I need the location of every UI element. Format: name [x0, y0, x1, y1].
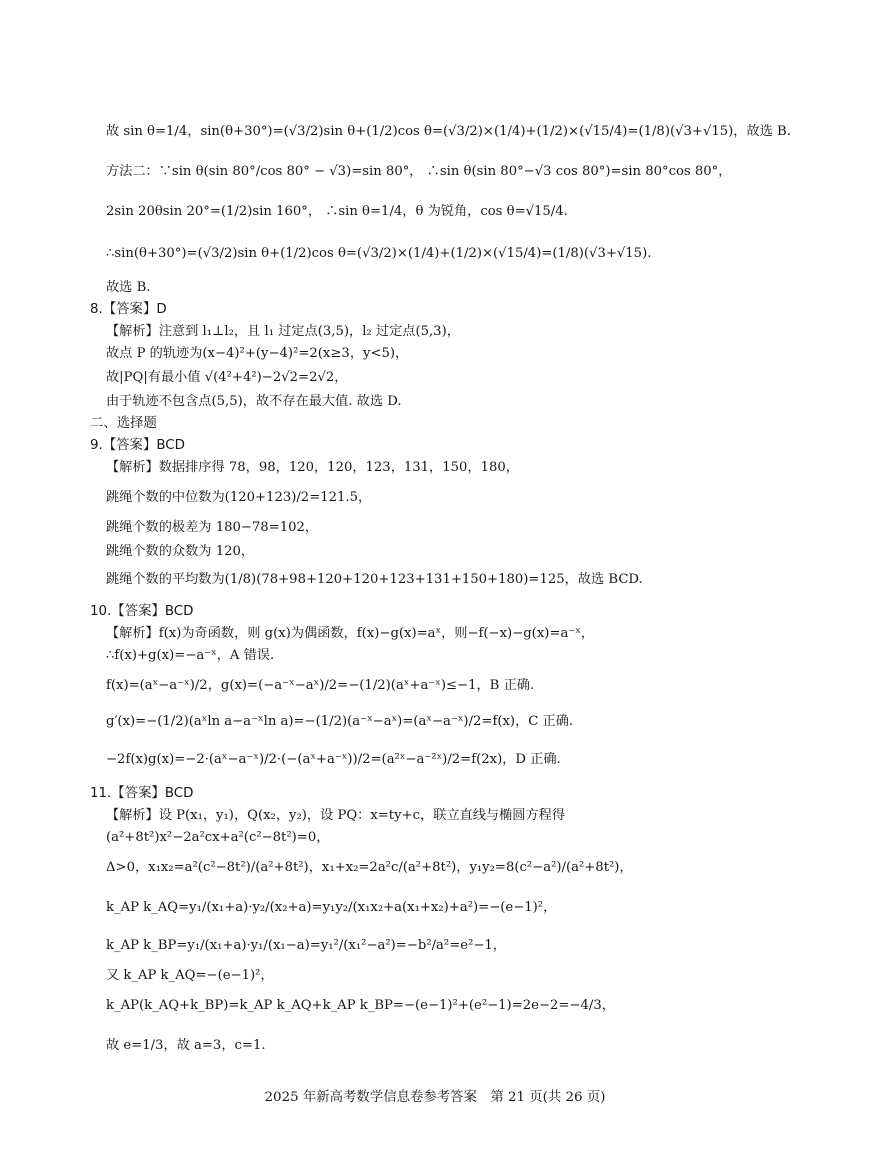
answer-heading: 9.【答案】BCD	[90, 438, 185, 453]
text-line: 【解析】f(x)为奇函数，则 g(x)为偶函数，f(x)−g(x)=aˣ，则−f(−x)−g(x)=a⁻ˣ，	[106, 626, 595, 641]
text-line: 故|PQ|有最小值 √(4²+4²)−2√2=2√2，	[106, 370, 348, 385]
text-line: 跳绳个数的中位数为(120+123)/2=121.5，	[106, 490, 372, 505]
text-line: k_AP k_AQ=y₁/(x₁+a)·y₂/(x₂+a)=y₁y₂/(x₁x₂+a(x₁+x₂)+a²)=−(e−1)²，	[106, 900, 557, 915]
text-line: 故选 B.	[106, 280, 151, 295]
text-line: f(x)=(aˣ−a⁻ˣ)/2，g(x)=(−a⁻ˣ−aˣ)/2=−(1/2)(aˣ+a⁻ˣ)≤−1，B 正确.	[106, 678, 535, 693]
text-line: ∴sin(θ+30°)=(√3/2)sin θ+(1/2)cos θ=(√3/2)×(1/4)+(1/2)×(√15/4)=(1/8)(√3+√15).	[106, 246, 652, 261]
text-line: k_AP k_BP=y₁/(x₁+a)·y₁/(x₁−a)=y₁²/(x₁²−a²)=−b²/a²=e²−1，	[106, 938, 506, 953]
text-line: 【解析】注意到 l₁⊥l₂，且 l₁ 过定点(3,5)，l₂ 过定点(5,3)，	[106, 324, 460, 339]
text-line: 【解析】设 P(x₁，y₁)，Q(x₂，y₂)，设 PQ：x=ty+c，联立直线与椭圆方程得	[106, 808, 566, 823]
text-line: 方法二：∵sin θ(sin 80°/cos 80° − √3)=sin 80°， ∴sin θ(sin 80°−√3 cos 80°)=sin 80°cos 80°，	[106, 164, 732, 179]
text-line: Δ>0，x₁x₂=a²(c²−8t²)/(a²+8t²)，x₁+x₂=2a²c/(a²+8t²)，y₁y₂=8(c²−a²)/(a²+8t²)，	[106, 860, 633, 875]
text-line: 故 e=1/3，故 a=3，c=1.	[106, 1038, 266, 1053]
text-line: k_AP(k_AQ+k_BP)=k_AP k_AQ+k_AP k_BP=−(e−1)²+(e²−1)=2e−2=−4/3，	[106, 998, 615, 1013]
text-line: 又 k_AP k_AQ=−(e−1)²，	[106, 968, 274, 983]
answer-heading: 11.【答案】BCD	[90, 786, 194, 801]
text-line: (a²+8t²)x²−2a²cx+a²(c²−8t²)=0，	[106, 830, 330, 845]
text-line: 跳绳个数的众数为 120，	[106, 544, 255, 559]
text-line: 跳绳个数的极差为 180−78=102，	[106, 520, 319, 535]
text-line: 【解析】数据排序得 78，98，120，120，123，131，150，180，	[106, 460, 519, 475]
section-heading: 二、选择题	[90, 416, 157, 431]
text-line: 故 sin θ=1/4，sin(θ+30°)=(√3/2)sin θ+(1/2)cos θ=(√3/2)×(1/4)+(1/2)×(√15/4)=(1/8)(√3+√15)，故选 B.	[106, 124, 791, 139]
text-line: g′(x)=−(1/2)(aˣln a−a⁻ˣln a)=−(1/2)(a⁻ˣ−aˣ)=(aˣ−a⁻ˣ)/2=f(x)，C 正确.	[106, 714, 574, 729]
answer-heading: 8.【答案】D	[90, 302, 167, 317]
text-line: 2sin 20θsin 20°=(1/2)sin 160°， ∴sin θ=1/4，θ 为锐角，cos θ=√15/4.	[106, 204, 568, 219]
text-line: 跳绳个数的平均数为(1/8)(78+98+120+120+123+131+150+180)=125，故选 BCD.	[106, 572, 643, 587]
answer-heading: 10.【答案】BCD	[90, 604, 194, 619]
text-line: 故点 P 的轨迹为(x−4)²+(y−4)²=2(x≥3，y<5)，	[106, 346, 409, 361]
text-line: 由于轨迹不包含点(5,5)，故不存在最大值. 故选 D.	[106, 394, 402, 409]
text-line: ∴f(x)+g(x)=−a⁻ˣ，A 错误.	[106, 648, 275, 663]
text-line: −2f(x)g(x)=−2·(aˣ−a⁻ˣ)/2·(−(aˣ+a⁻ˣ))/2=(a²ˣ−a⁻²ˣ)/2=f(2x)，D 正确.	[106, 752, 561, 767]
page-footer: 2025 年新高考数学信息卷参考答案 第 21 页(共 26 页)	[264, 1090, 606, 1105]
